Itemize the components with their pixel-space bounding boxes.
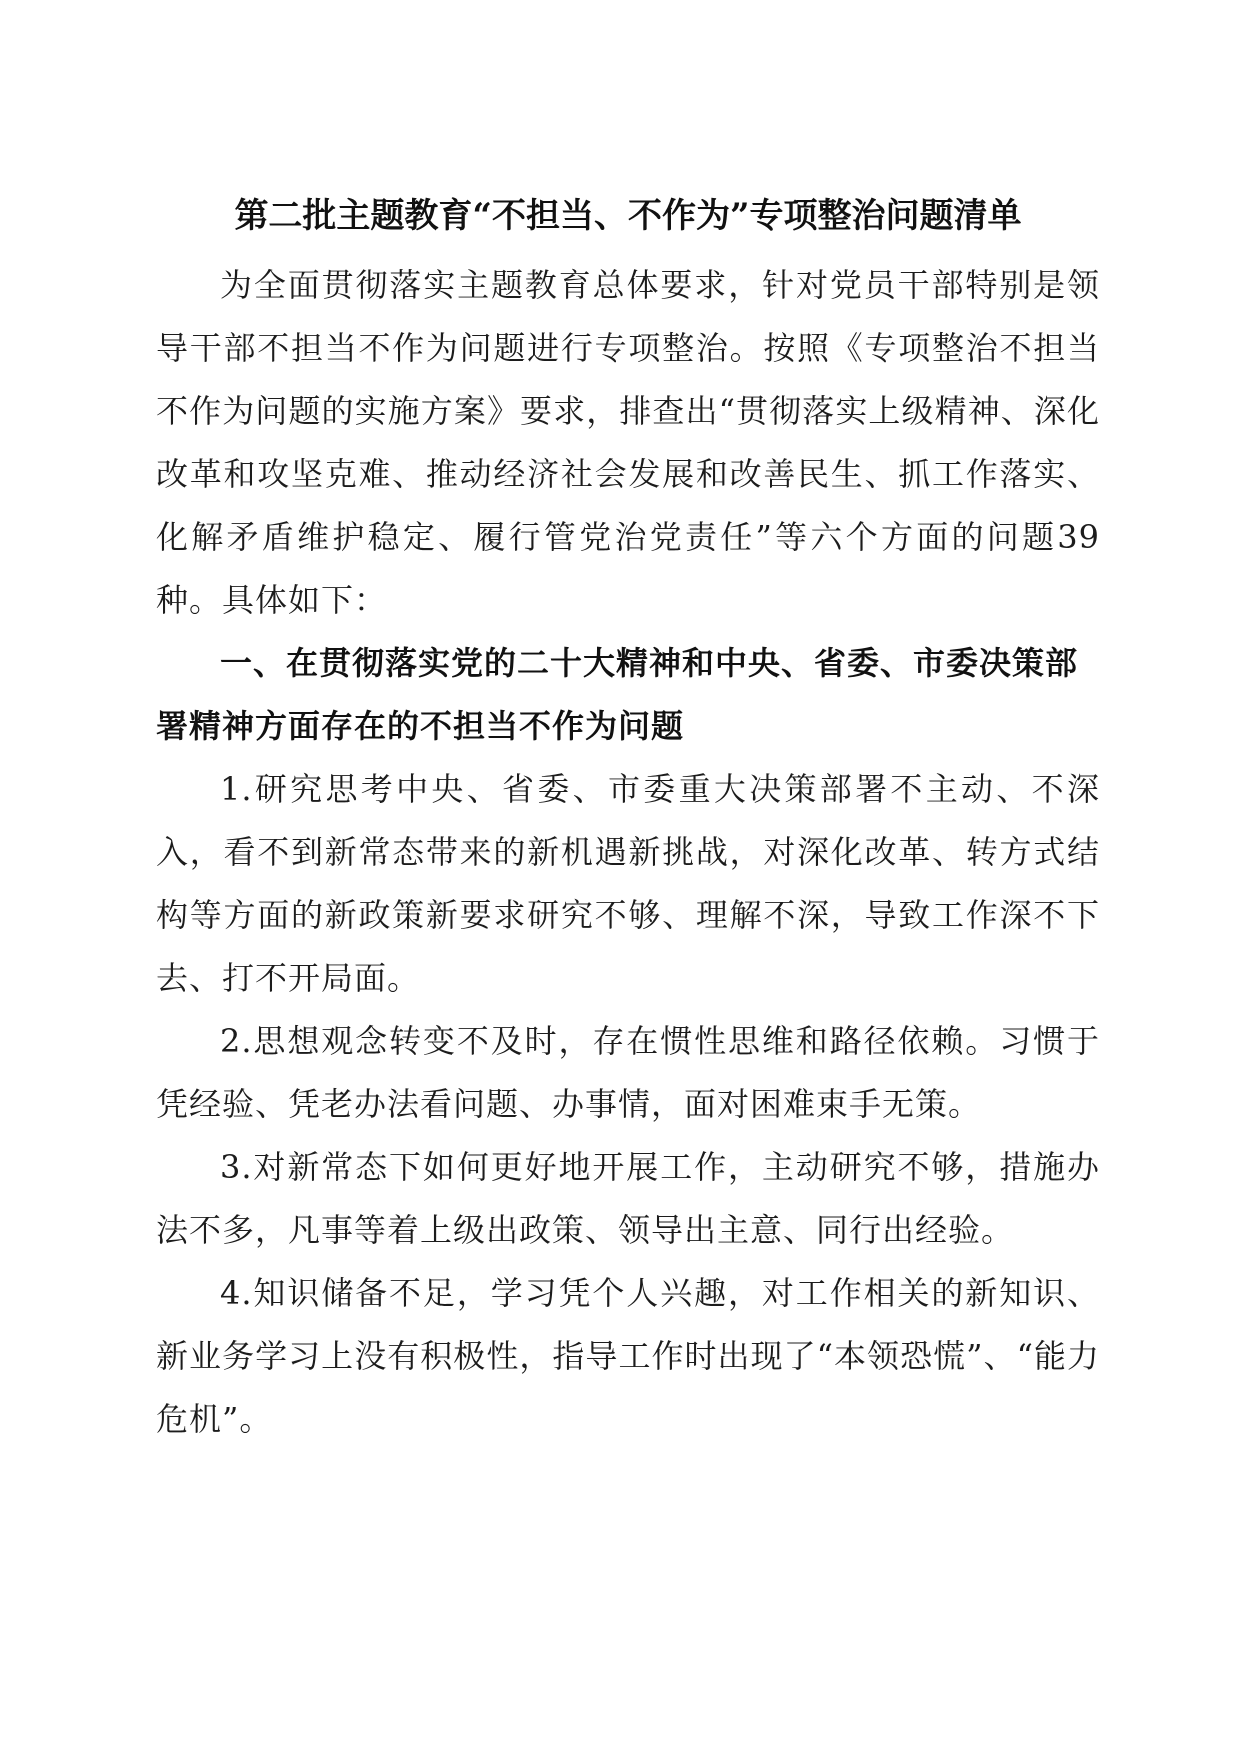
document-title: 第二批主题教育“不担当、不作为”专项整治问题清单 (234, 196, 1022, 236)
list-item: 3.对新常态下如何更好地开展工作，主动研究不够，措施办法不多，凡事等着上级出政策、领导出主意、同行出经验。 (156, 1148, 1100, 1249)
list-item: 4.知识储备不足，学习凭个人兴趣，对工作相关的新知识、新业务学习上没有积极性，指导工作时出现了“本领恐慌”、“能力危机”。 (156, 1274, 1100, 1438)
document-body (156, 186, 1100, 1451)
list-item: 2.思想观念转变不及时，存在惯性思维和路径依赖。习惯于凭经验、凭老办法看问题、办事情，面对困难束手无策。 (156, 1022, 1100, 1123)
section-heading: 一、在贯彻落实党的二十大精神和中央、省委、市委决策部署精神方面存在的不担当不作为问题 (156, 644, 1079, 745)
list-item: 1.研究思考中央、省委、市委重大决策部署不主动、不深入，看不到新常态带来的新机遇新挑战，对深化改革、转方式结构等方面的新政策新要求研究不够、理解不深，导致工作深不下去、打不开局面。 (156, 770, 1100, 997)
intro-paragraph: 为全面贯彻落实主题教育总体要求，针对党员干部特别是领导干部不担当不作为问题进行专项整治。按照《专项整治不担当不作为问题的实施方案》要求，排查出“贯彻落实上级精神、深化改革和攻坚克难、推动经济社会发展和改善民生、抓工作落实、化解矛盾维护稳定、履行管党治党责任”等六个方面的问题39种。具体如下： (156, 266, 1100, 619)
